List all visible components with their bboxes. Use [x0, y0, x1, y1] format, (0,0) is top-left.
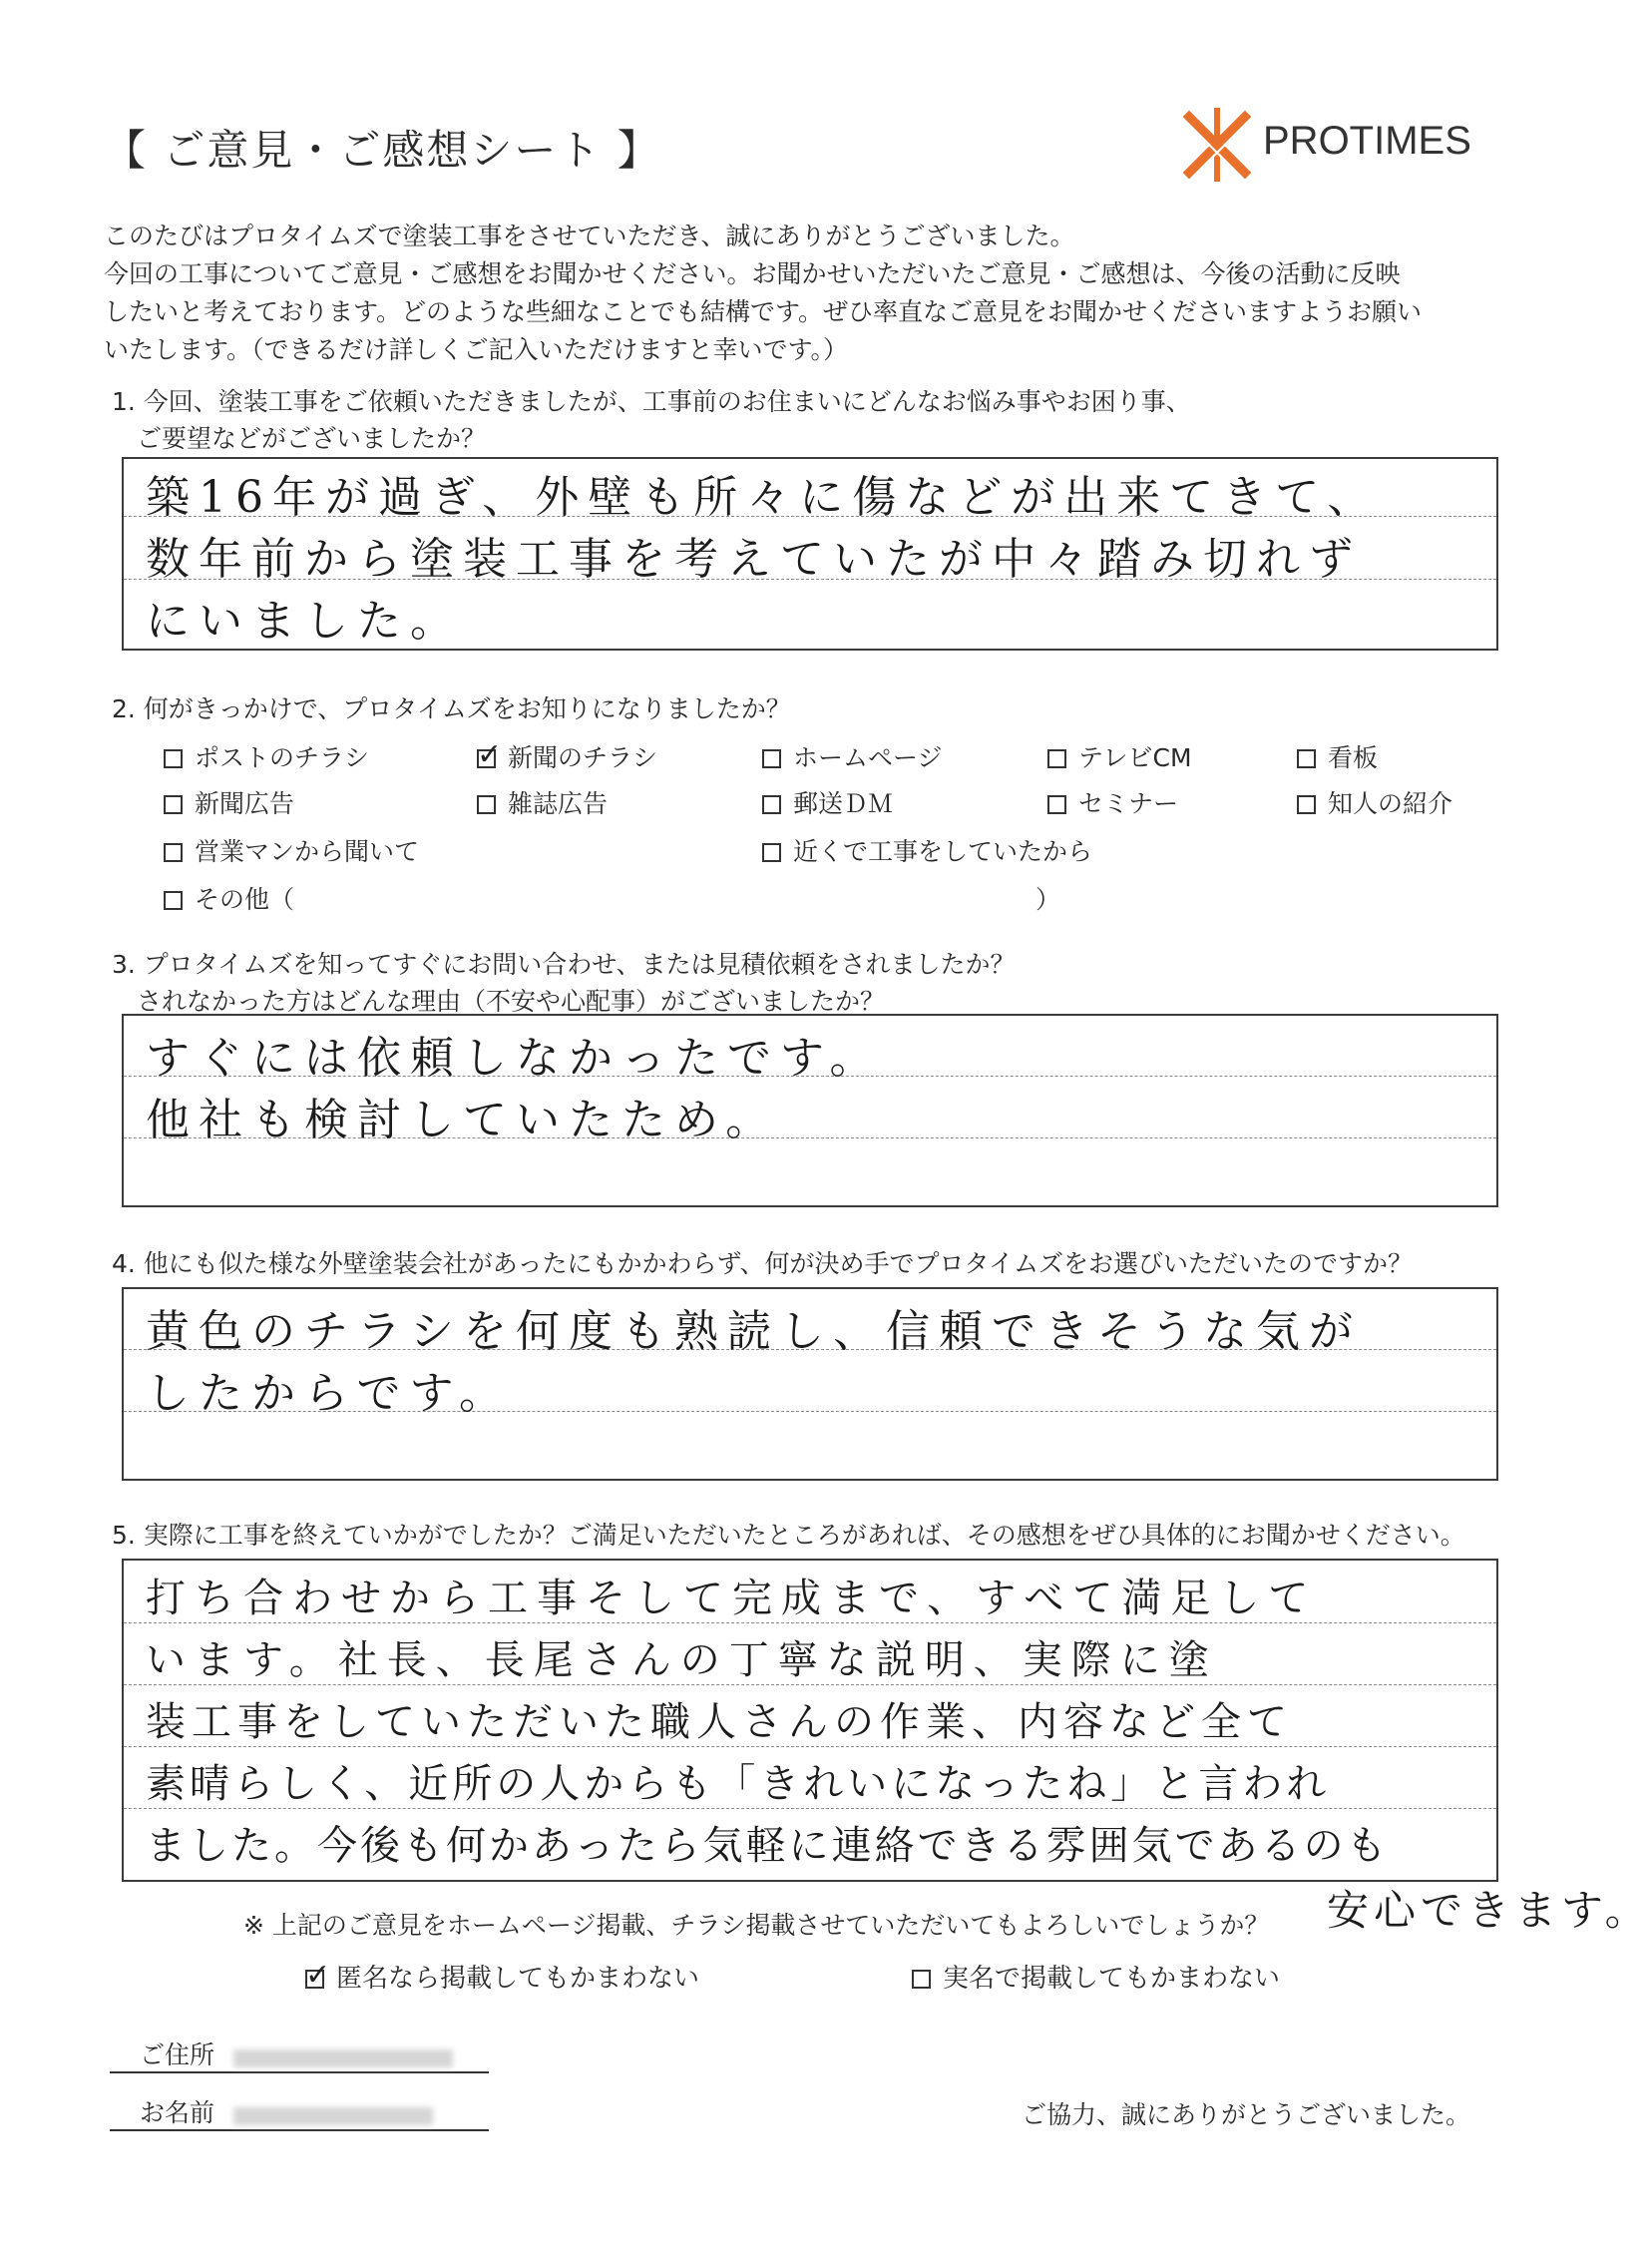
question-3-line: されなかった方はどんな理由（不安や心配事）がございましたか？ — [112, 987, 886, 1016]
intro-line: このたびはプロタイムズで塗装工事をさせていただき、誠にありがとうございました。 — [104, 222, 1075, 250]
question-3-line: 3. プロタイムズを知ってすぐにお問い合わせ、または見積依頼をされましたか？ — [112, 950, 1016, 979]
checkbox[interactable] — [1047, 795, 1066, 814]
option-homepage[interactable]: ホームページ — [762, 738, 943, 774]
answer-5-overflow: 安心できます。 — [1327, 1886, 1652, 1935]
option-other-close: ） — [1035, 885, 1061, 914]
option-other[interactable]: その他（ — [164, 880, 294, 916]
option-post-flyer[interactable]: ポストのチラシ — [164, 738, 369, 774]
redacted-address — [233, 2049, 453, 2067]
answer-5-line: 打ち合わせから工事そして完成まで、すべて満足して — [146, 1576, 1318, 1621]
intro-line: 今回の工事についてご意見・ご感想をお聞かせください。お聞かせいただいたご意見・ご感想は、今後の活動に反映 — [104, 259, 1401, 288]
answer-5-box[interactable] — [122, 1559, 1498, 1882]
logo-text: PROTIMES — [1263, 119, 1471, 163]
answer-4-box[interactable] — [122, 1287, 1498, 1481]
answer-3-box[interactable] — [122, 1014, 1498, 1207]
answer-1-box[interactable] — [122, 457, 1498, 651]
answer-4-line: したからです。 — [146, 1368, 513, 1419]
option-newspaper-flyer[interactable]: ✓ 新聞のチラシ — [477, 738, 657, 774]
checkbox[interactable] — [912, 1970, 931, 1989]
publication-note: ※ 上記のご意見をホームページ掲載、チラシ掲載させていただいてもよろしいでしょうか？ — [243, 1911, 1270, 1940]
option-mail-dm[interactable]: 郵送ＤＭ — [762, 784, 893, 820]
answer-1-line: にいました。 — [146, 596, 463, 647]
checkbox[interactable] — [762, 749, 781, 768]
intro-text — [104, 218, 1520, 369]
question-3 — [112, 946, 1016, 1020]
checkbox[interactable] — [164, 891, 183, 910]
question-1-line: ご要望などがございましたか？ — [112, 424, 487, 453]
question-2: 2. 何がきっかけで、プロタイムズをお知りになりましたか？ — [112, 694, 791, 723]
checkbox[interactable] — [164, 749, 183, 768]
protimes-logo-mark-icon — [1177, 105, 1257, 185]
question-1 — [112, 383, 1191, 457]
answer-5-line: 装工事をしていただいた職人さんの作業、内容など全て — [146, 1699, 1293, 1745]
intro-line: したいと考えております。どのような些細なことでも結構です。ぜひ率直なご意見をお聞かせくださいますようお願い — [104, 297, 1423, 326]
checkbox-checked[interactable] — [305, 1970, 324, 1989]
option-newspaper-ad[interactable]: 新聞広告 — [164, 784, 294, 820]
option-seminar[interactable]: セミナー — [1047, 784, 1178, 820]
name-label: お名前 — [140, 2098, 215, 2127]
checkbox[interactable] — [762, 843, 781, 862]
answer-3-line: すぐには依頼しなかったです。 — [146, 1033, 883, 1084]
checkbox[interactable] — [1297, 795, 1316, 814]
answer-5-line: ました。今後も何かあったら気軽に連絡できる雰囲気であるのも — [146, 1823, 1390, 1869]
checkbox-checked[interactable] — [477, 749, 496, 768]
page-title: 【 ご意見・ご感想シート 】 — [104, 126, 661, 175]
consent-realname[interactable]: 実名で掲載してもかまわない — [912, 1958, 1280, 1995]
checkbox[interactable] — [164, 843, 183, 862]
option-tv-cm[interactable]: テレビCM — [1047, 738, 1192, 774]
answer-4-line: 黄色のチラシを何度も熟読し、信頼できそうな気が — [146, 1306, 1362, 1357]
thanks-message: ご協力、誠にありがとうございました。 — [1022, 2100, 1471, 2129]
protimes-logo — [1177, 105, 1496, 185]
checkbox[interactable] — [477, 795, 496, 814]
question-5: 5. 実際に工事を終えていかがでしたか？ご満足いただいたところがあれば、その感想をぜひ具体的にお聞かせください。 — [112, 1521, 1465, 1550]
question-1-line: 1. 今回、塗装工事をご依頼いただきましたが、工事前のお住まいにどんなお悩み事やお困り事、 — [112, 387, 1191, 416]
checkbox[interactable] — [164, 795, 183, 814]
option-acquaintance[interactable]: 知人の紹介 — [1297, 784, 1452, 820]
answer-5-line: 素晴らしく、近所の人からも「きれいになったね」と言われ — [146, 1761, 1331, 1807]
address-field[interactable] — [110, 2028, 489, 2073]
intro-line: いたします。（できるだけ詳しくご記入いただけますと幸いです。） — [104, 335, 849, 364]
checkbox[interactable] — [1297, 749, 1316, 768]
option-nearby-work[interactable]: 近くで工事をしていたから — [762, 832, 1092, 868]
option-magazine-ad[interactable]: 雑誌広告 — [477, 784, 608, 820]
answer-1-line: 数年前から塗装工事を考えていたが中々踏み切れず — [146, 534, 1362, 585]
consent-anonymous[interactable]: ✓匿名なら掲載してもかまわない — [305, 1958, 699, 1995]
answer-3-line: 他社も検討していたため。 — [146, 1095, 779, 1145]
answer-5-line: います。社長、長尾さんの丁寧な説明、実際に塗 — [146, 1637, 1218, 1683]
checkbox[interactable] — [1047, 749, 1066, 768]
checkbox[interactable] — [762, 795, 781, 814]
question-4: 4. 他にも似た様な外壁塗装会社があったにもかかわらず、何が決め手でプロタイムズをお選びいただいたのですか？ — [112, 1249, 1414, 1278]
answer-1-line: 築16年が過ぎ、外壁も所々に傷などが出来てきて、 — [146, 472, 1381, 523]
address-label: ご住所 — [140, 2040, 215, 2069]
option-signboard[interactable]: 看板 — [1297, 738, 1378, 774]
name-field[interactable] — [110, 2085, 489, 2131]
option-salesperson[interactable]: 営業マンから聞いて — [164, 832, 419, 868]
redacted-name — [233, 2107, 433, 2125]
